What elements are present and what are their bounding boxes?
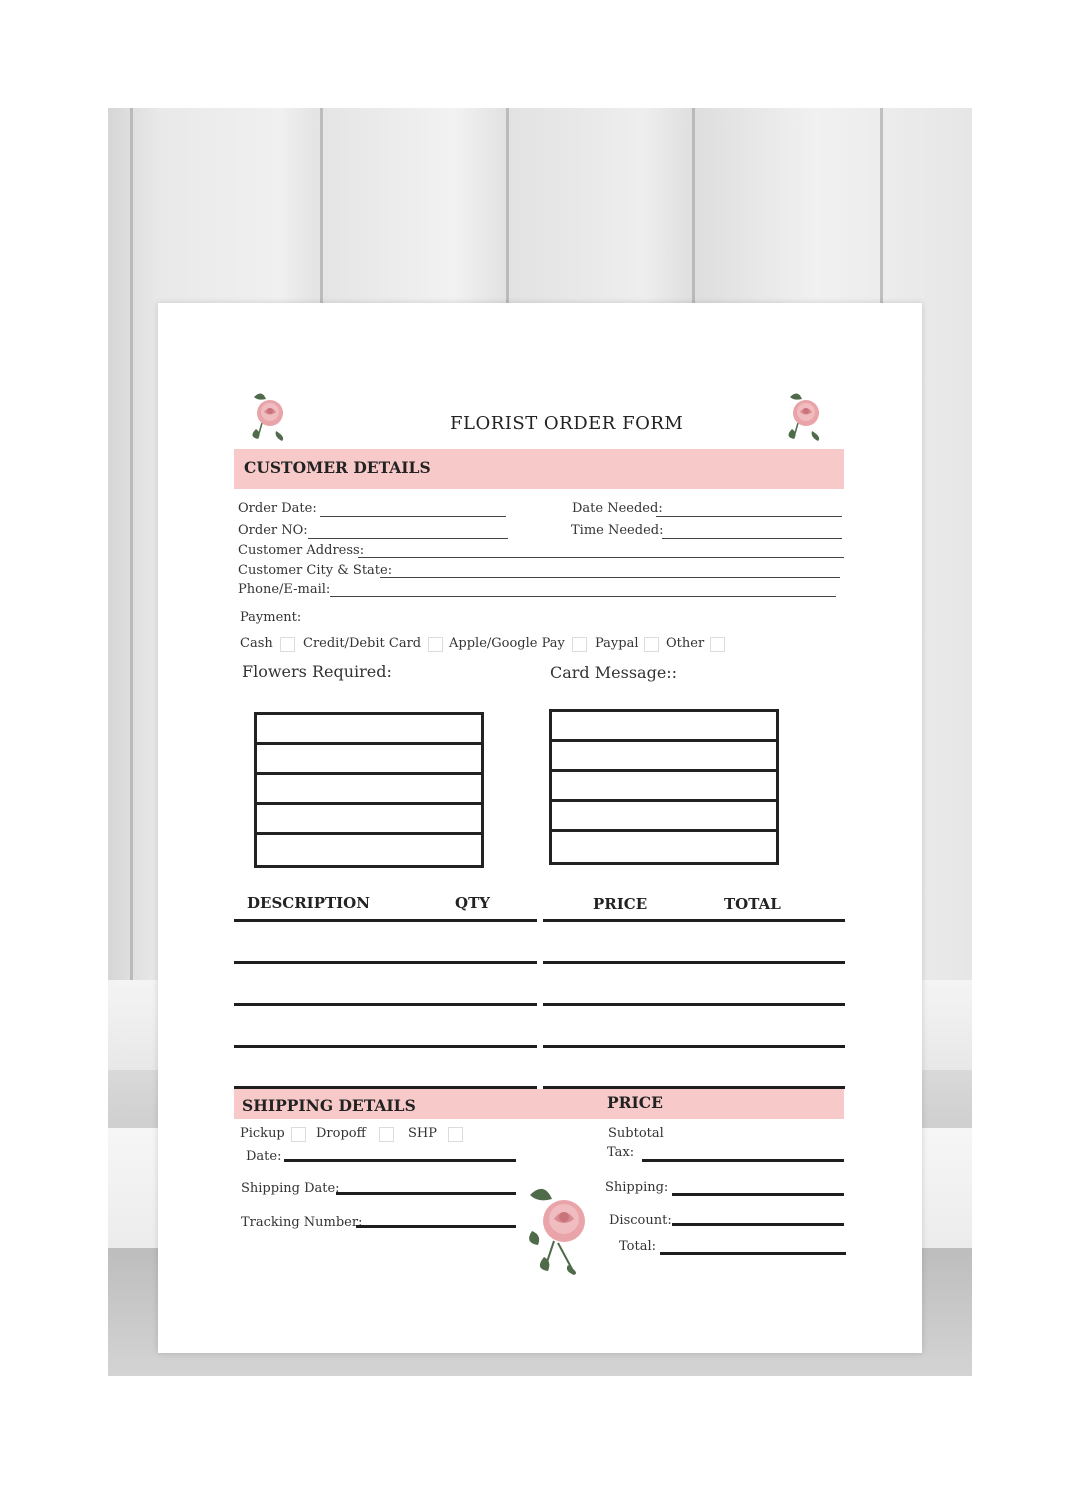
payment-label: Payment: [240, 610, 302, 625]
time-needed-field[interactable] [662, 538, 842, 539]
grid-line [552, 829, 776, 832]
tracking-number-field[interactable] [356, 1225, 516, 1228]
grid-line [257, 802, 481, 805]
grid-line [552, 739, 776, 742]
order-no-field[interactable] [308, 538, 508, 539]
shipping-option-label: SHP [408, 1126, 437, 1141]
flowers-required-box[interactable] [254, 712, 484, 868]
customer-address-field[interactable] [358, 557, 844, 558]
dropoff-checkbox[interactable] [379, 1127, 394, 1142]
subtotal-label: Subtotal [608, 1126, 664, 1141]
pickup-checkbox[interactable] [291, 1127, 306, 1142]
table-row-line [543, 1003, 845, 1006]
table-row-line [234, 961, 537, 964]
date-label: Date: [246, 1149, 282, 1164]
flowers-required-label: Flowers Required: [242, 662, 392, 681]
plank-gap [130, 108, 133, 988]
shipping-option-label: Dropoff [316, 1126, 366, 1141]
grid-line [257, 832, 481, 835]
rose-icon [246, 387, 294, 443]
customer-city-state-field[interactable] [380, 577, 840, 578]
total-label: Total: [619, 1239, 657, 1254]
discount-label: Discount: [609, 1213, 672, 1228]
phone-email-field[interactable] [330, 596, 836, 597]
price-header: PRICE [593, 895, 648, 913]
rose-icon [782, 387, 830, 443]
tax-label: Tax: [607, 1145, 635, 1160]
shipping-date-label: Shipping Date: [241, 1181, 340, 1196]
card-message-label: Card Message:: [550, 663, 678, 682]
qty-header: QTY [455, 894, 490, 912]
grid-line [257, 772, 481, 775]
grid-line [552, 769, 776, 772]
payment-option-label: Cash [240, 636, 273, 651]
cash-checkbox[interactable] [280, 637, 295, 652]
date-needed-field[interactable] [656, 516, 842, 517]
table-row-line [234, 1045, 537, 1048]
shipping-date-field[interactable] [336, 1192, 516, 1195]
table-row-line [234, 1003, 537, 1006]
payment-option-label: Credit/Debit Card [303, 636, 422, 651]
order-date-label: Order Date: [238, 501, 317, 516]
table-row-line [543, 1045, 845, 1048]
rose-icon [524, 1181, 600, 1275]
shipping-option-label: Pickup [240, 1126, 285, 1141]
order-form-sheet [158, 303, 922, 1353]
other-checkbox[interactable] [710, 637, 725, 652]
shipping-cost-label: Shipping: [605, 1180, 669, 1195]
tracking-number-label: Tracking Number: [241, 1215, 363, 1230]
customer-address-label: Customer Address: [238, 543, 365, 558]
table-row-line [543, 961, 845, 964]
shipping-cost-field[interactable] [672, 1193, 844, 1196]
customer-details-heading: CUSTOMER DETAILS [244, 458, 431, 477]
tax-field[interactable] [642, 1159, 844, 1162]
total-field[interactable] [660, 1252, 846, 1255]
apple-google-pay-checkbox[interactable] [572, 637, 587, 652]
price-heading: PRICE [607, 1093, 663, 1112]
credit-debit-checkbox[interactable] [428, 637, 443, 652]
date-field[interactable] [284, 1159, 516, 1162]
table-row-line [543, 919, 845, 922]
total-header: TOTAL [724, 895, 781, 913]
grid-line [552, 799, 776, 802]
shp-checkbox[interactable] [448, 1127, 463, 1142]
payment-option-label: Apple/Google Pay [449, 636, 565, 651]
discount-field[interactable] [672, 1223, 844, 1226]
date-needed-label: Date Needed: [572, 501, 663, 516]
paypal-checkbox[interactable] [644, 637, 659, 652]
payment-option-label: Other [666, 636, 705, 651]
grid-line [257, 742, 481, 745]
order-date-field[interactable] [320, 516, 506, 517]
order-no-label: Order NO: [238, 523, 308, 538]
form-title: FLORIST ORDER FORM [450, 413, 684, 434]
table-row-line [234, 919, 537, 922]
shipping-details-heading: SHIPPING DETAILS [242, 1096, 416, 1115]
payment-option-label: Paypal [595, 636, 639, 651]
description-header: DESCRIPTION [247, 894, 370, 912]
customer-city-state-label: Customer City & State: [238, 563, 393, 578]
card-message-box[interactable] [549, 709, 779, 865]
phone-email-label: Phone/E-mail: [238, 582, 331, 597]
time-needed-label: Time Needed: [571, 523, 664, 538]
